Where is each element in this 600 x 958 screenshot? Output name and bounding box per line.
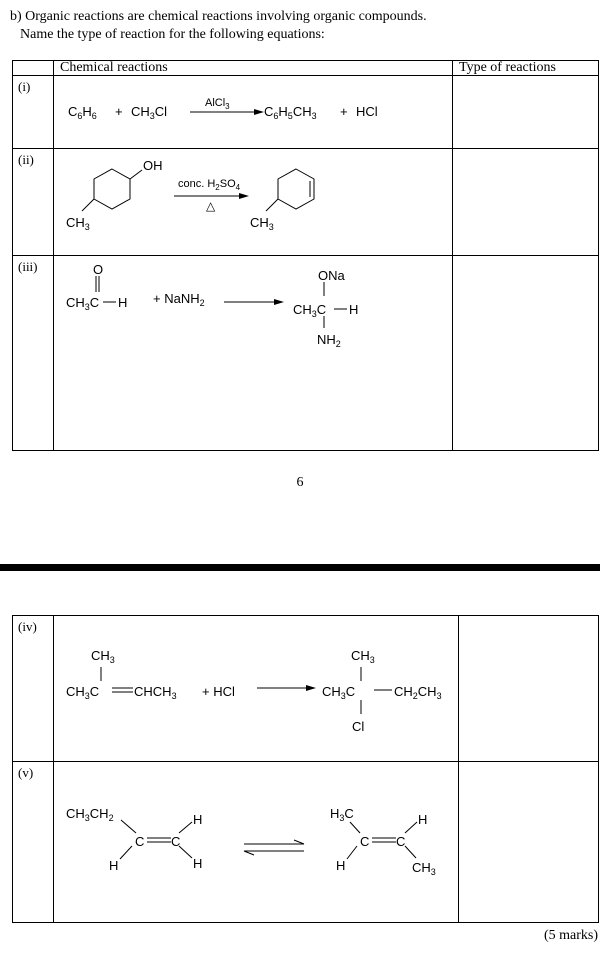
reaction-arrow-head	[306, 685, 316, 691]
row-number: (v)	[13, 762, 54, 923]
product-toluene: $C_6H_5CH_3$	[264, 104, 317, 121]
reaction-arrow-head	[254, 109, 264, 115]
reactant-benzene: $C_6H_6$	[68, 104, 97, 121]
right-c2: C	[396, 834, 406, 849]
table-row-iv	[13, 616, 599, 762]
answer-cell-i[interactable]	[453, 76, 599, 149]
answer-cell-iv[interactable]	[459, 616, 599, 762]
heat-symbol: △	[206, 199, 216, 213]
nh2-label: $NH_2$	[317, 332, 341, 349]
row-number: (iii)	[13, 256, 54, 451]
row-number: (iv)	[13, 616, 54, 762]
reactions-table-top	[12, 60, 599, 451]
ethyl-label: $CH_3CH_2$	[66, 806, 114, 823]
methyl-bond-right	[350, 822, 360, 833]
page-break-bar	[0, 564, 600, 571]
reagent-nanh2: + NaNH$_2$	[153, 291, 205, 308]
ona-label: ONa	[318, 268, 345, 283]
product-ch3c: $CH_3C$	[322, 684, 356, 701]
c2-h-top-bond	[179, 822, 192, 833]
answer-cell-iii[interactable]	[453, 256, 599, 451]
methyl-top-label: $CH_3$	[91, 648, 115, 665]
product-ch2ch3: $CH_2CH_3$	[394, 684, 442, 701]
page-number: 6	[296, 475, 304, 490]
right-h3c: $H_3C$	[330, 806, 354, 823]
oh-bond	[130, 170, 142, 179]
left-h-left: H	[109, 858, 119, 873]
right-c1: C	[360, 834, 370, 849]
methyl-label-left: $CH_3$	[66, 215, 90, 232]
reaction-cell-iv	[54, 616, 459, 762]
table-row-v	[13, 762, 599, 923]
reagent-hcl: + HCl	[202, 684, 235, 699]
rc1-h-bond	[347, 846, 357, 859]
reactant-ch3c: $CH_3C$	[66, 684, 100, 701]
acetaldehyde-ch3c: $CH_3C$	[66, 295, 100, 312]
row-number: (i)	[13, 76, 54, 149]
reaction-cell-ii	[54, 149, 453, 256]
table-row-ii	[13, 149, 599, 256]
product-hcl: HCl	[356, 104, 378, 119]
left-c2: C	[171, 834, 181, 849]
right-ch3: $CH_3$	[412, 860, 436, 877]
product-h: H	[349, 302, 359, 317]
marks-label: (5 marks)	[543, 928, 598, 943]
rc2-h-bond	[405, 822, 417, 833]
hydroxyl-label: OH	[143, 158, 163, 173]
c1-h-bond	[120, 846, 132, 859]
methyl-label-right: $CH_3$	[250, 215, 274, 232]
answer-cell-ii[interactable]	[453, 149, 599, 256]
plus-sign: +	[115, 104, 123, 119]
aldehyde-h: H	[118, 295, 128, 310]
left-h-bottom: H	[193, 856, 203, 871]
reaction-cell-v	[54, 762, 459, 923]
reactant-methyl-chloride: $CH_3Cl$	[131, 104, 168, 121]
header-type-of-reactions: Type of reactions	[453, 61, 599, 76]
catalyst-alcl3: AlCl$_3$	[205, 97, 230, 111]
equation-iii	[54, 256, 464, 451]
equation-iv	[54, 616, 464, 762]
plus-sign: +	[340, 104, 348, 119]
product-methyl-top: $CH_3$	[351, 648, 375, 665]
c2-h-bottom-bond	[179, 846, 192, 858]
left-h-top: H	[193, 812, 203, 827]
oxygen-label: O	[93, 262, 104, 277]
chlorine-label: Cl	[352, 719, 365, 734]
right-h-left: H	[336, 858, 346, 873]
cyclohexane-ring	[94, 169, 130, 209]
question-intro	[10, 8, 427, 44]
header-chemical-reactions: Chemical reactions	[54, 61, 453, 76]
table-row-iii	[13, 256, 599, 451]
equation-v	[54, 762, 464, 923]
rc2-ch3-bond	[405, 846, 416, 858]
reaction-cell-iii	[54, 256, 453, 451]
reaction-arrow-head	[239, 193, 249, 199]
equation-i	[54, 76, 464, 149]
reactant-chch3: $CHCH_3$	[134, 684, 177, 701]
ch3-bond-left	[82, 199, 94, 211]
reaction-arrow-head	[274, 299, 284, 305]
equilibrium-bottom-barb	[244, 851, 254, 855]
equilibrium-top-barb	[294, 840, 304, 844]
equation-ii	[54, 149, 464, 256]
cyclohexene-ring	[278, 169, 314, 209]
reaction-cell-i	[54, 76, 453, 149]
reactions-table-bottom	[12, 615, 599, 923]
ethyl-bond	[121, 820, 136, 833]
right-h-top: H	[418, 812, 428, 827]
condition-conc-h2so4: conc. $H_2SO_4$	[178, 178, 241, 192]
question-line-2: Name the type of reaction for the following equations:	[20, 27, 325, 42]
left-c1: C	[135, 834, 145, 849]
question-line-1: b) Organic reactions are chemical reactions involving organic compounds.	[10, 9, 427, 24]
product-ch3c: $CH_3C$	[293, 302, 327, 319]
answer-cell-v[interactable]	[459, 762, 599, 923]
ch3-bond-right	[266, 199, 278, 211]
row-number: (ii)	[13, 149, 54, 256]
table-header-row	[13, 61, 599, 76]
table-row-i	[13, 76, 599, 149]
